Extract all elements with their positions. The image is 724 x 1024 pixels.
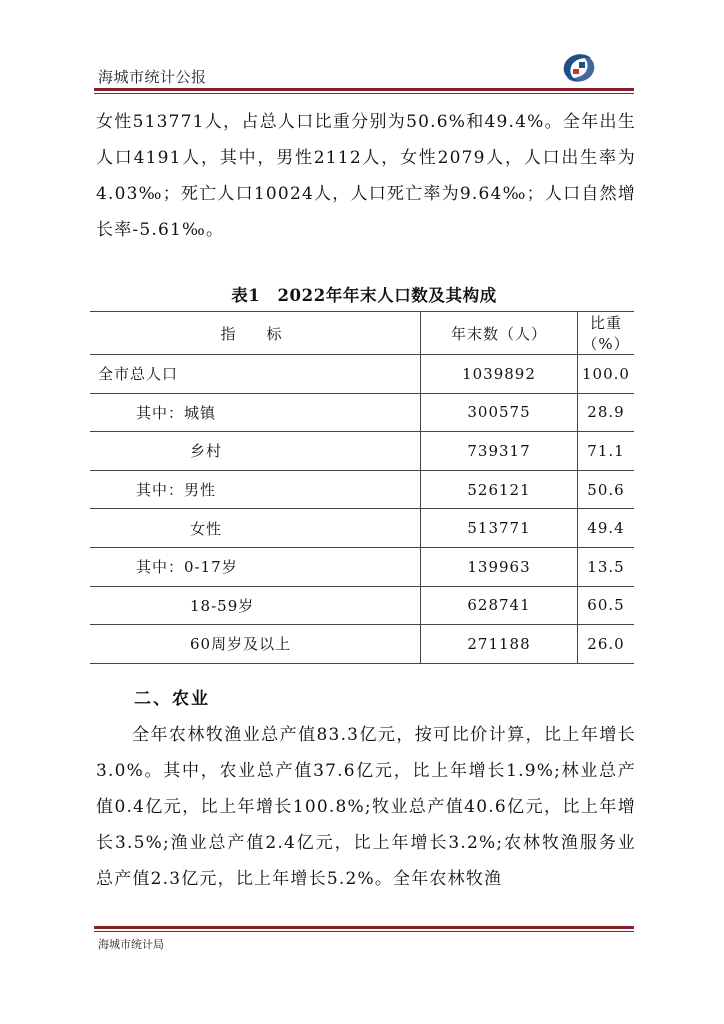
row-count: 739317 bbox=[421, 432, 578, 471]
row-share: 71.1 bbox=[578, 432, 635, 471]
row-share: 50.6 bbox=[578, 470, 635, 509]
row-count: 271188 bbox=[421, 625, 578, 664]
row-count: 513771 bbox=[421, 509, 578, 548]
header-share: 比重（%） bbox=[578, 312, 635, 355]
row-label: 18-59岁 bbox=[90, 586, 421, 625]
row-share: 28.9 bbox=[578, 393, 635, 432]
row-label: 女性 bbox=[90, 509, 421, 548]
table-row bbox=[90, 355, 634, 394]
row-label: 60周岁及以上 bbox=[90, 625, 421, 664]
row-share: 100.0 bbox=[578, 355, 635, 394]
row-count: 526121 bbox=[421, 470, 578, 509]
table-row bbox=[90, 509, 634, 548]
row-label: 其中：0-17岁 bbox=[90, 547, 421, 586]
footer-rule-thick bbox=[94, 926, 634, 929]
table-row bbox=[90, 625, 634, 664]
row-label: 乡村 bbox=[90, 432, 421, 471]
table-header-row bbox=[90, 312, 634, 355]
row-count: 300575 bbox=[421, 393, 578, 432]
header-rule-thin bbox=[94, 93, 634, 94]
header-rule-thick bbox=[94, 88, 634, 91]
header-year-end-count: 年末数（人） bbox=[421, 312, 578, 355]
footer-text: 海城市统计局 bbox=[98, 938, 164, 951]
table-row bbox=[90, 547, 634, 586]
row-label: 其中：城镇 bbox=[90, 393, 421, 432]
header-indicator: 指 标 bbox=[90, 312, 421, 355]
row-share: 49.4 bbox=[578, 509, 635, 548]
row-count: 1039892 bbox=[421, 355, 578, 394]
row-share: 60.5 bbox=[578, 586, 635, 625]
agriculture-paragraph: 全年农林牧渔业总产值83.3亿元，按可比价计算，比上年增长3.0%。其中，农业总产值37.6亿元，比上年增长1.9%;林业总产值0.4亿元，比上年增长100.8%;牧业总产值40.6亿元，比上年增长3.5%;渔业总产值2.4亿元，比上年增长3.2%;农林牧渔服务业总产值2.3亿元，比上年增长5.2%。全年农林牧渔 bbox=[96, 725, 636, 889]
population-table bbox=[90, 311, 634, 664]
table-row bbox=[90, 432, 634, 471]
statistics-logo-icon bbox=[561, 52, 597, 84]
row-label: 全市总人口 bbox=[90, 355, 421, 394]
intro-paragraph: 女性513771人，占总人口比重分别为50.6%和49.4%。全年出生人口4191人，其中，男性2112人，女性2079人，人口出生率为4.03‰；死亡人口10024人，人口死亡率为9.64‰；人口自然增长率-5.61‰。 bbox=[96, 112, 636, 240]
row-count: 628741 bbox=[421, 586, 578, 625]
footer-rule-thin bbox=[94, 931, 634, 932]
row-label: 其中：男性 bbox=[90, 470, 421, 509]
table-row bbox=[90, 586, 634, 625]
row-share: 26.0 bbox=[578, 625, 635, 664]
header-title: 海城市统计公报 bbox=[98, 68, 207, 86]
table-row bbox=[90, 470, 634, 509]
row-share: 13.5 bbox=[578, 547, 635, 586]
table-row bbox=[90, 393, 634, 432]
row-count: 139963 bbox=[421, 547, 578, 586]
section-heading: 二、农业 bbox=[134, 689, 210, 709]
table-title: 表1 2022年年末人口数及其构成 bbox=[231, 286, 497, 305]
